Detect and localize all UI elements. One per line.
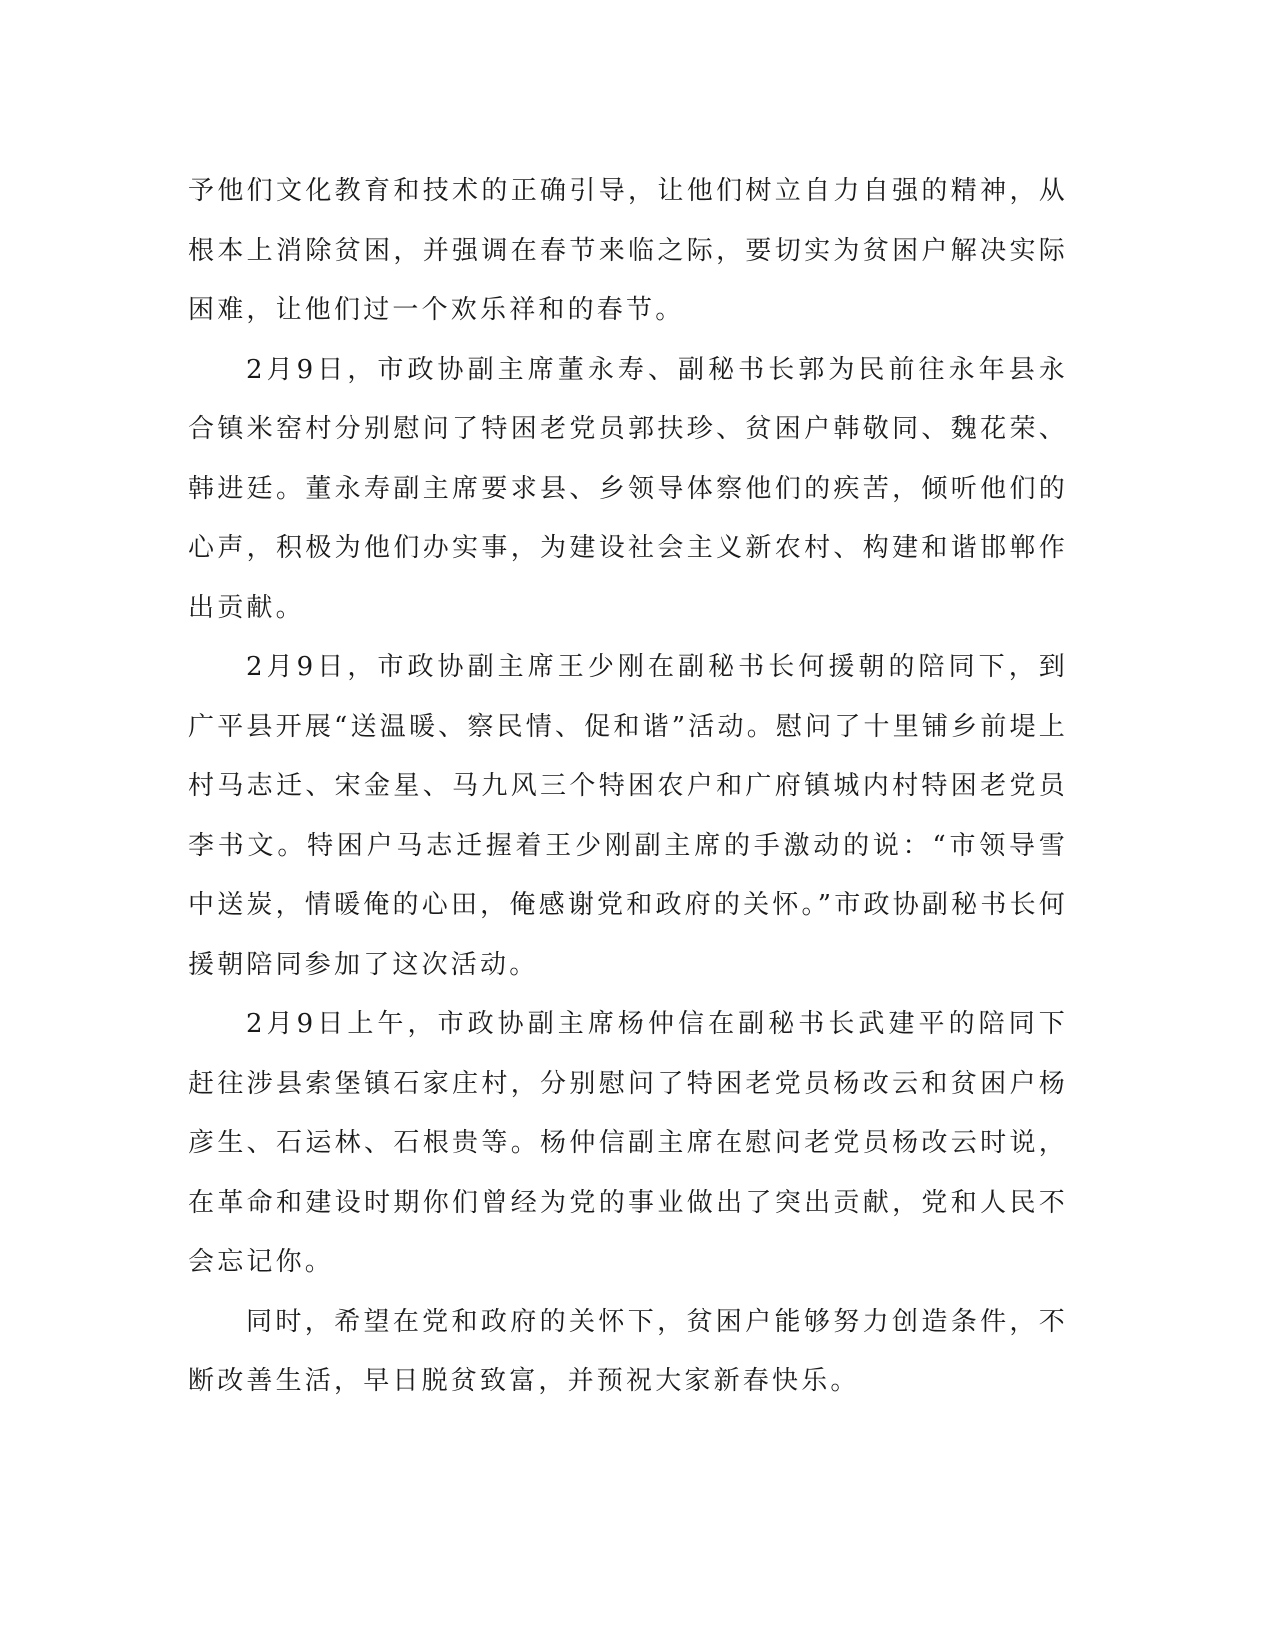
paragraph-3: 2月9日，市政协副主席王少刚在副秘书长何援朝的陪同下，到广平县开展“送温暖、察民情、促和谐”活动。慰问了十里铺乡前堤上村马志迁、宋金星、马九风三个特困农户和广府镇城内村特困老党员李书文。特困户马志迁握着王少刚副主席的手激动的说：“市领导雪中送炭，情暖俺的心田，俺感谢党和政府的关怀。”市政协副秘书长何援朝陪同参加了这次活动。 — [188, 652, 1068, 980]
paragraph-4: 2月9日上午，市政协副主席杨仲信在副秘书长武建平的陪同下赶往涉县索堡镇石家庄村，分别慰问了特困老党员杨改云和贫困户杨彦生、石运林、石根贵等。杨仲信副主席在慰问老党员杨改云时说，在革命和建设时期你们曾经为党的事业做出了突出贡献，党和人民不会忘记你。 — [188, 1009, 1068, 1277]
paragraph-1: 予他们文化教育和技术的正确引导，让他们树立自力自强的精神，从根本上消除贫困，并强调在春节来临之际，要切实为贫困户解决实际困难，让他们过一个欢乐祥和的春节。 — [188, 176, 1068, 325]
document-body — [188, 162, 1068, 1412]
paragraph-5: 同时，希望在党和政府的关怀下，贫困户能够努力创造条件，不断改善生活，早日脱贫致富，并预祝大家新春快乐。 — [188, 1306, 1068, 1396]
paragraph-2: 2月9日，市政协副主席董永寿、副秘书长郭为民前往永年县永合镇米窑村分别慰问了特困老党员郭扶珍、贫困户韩敬同、魏花荣、韩进廷。董永寿副主席要求县、乡领导体察他们的疾苦，倾听他们的心声，积极为他们办实事，为建设社会主义新农村、构建和谐邯郸作出贡献。 — [188, 354, 1068, 623]
